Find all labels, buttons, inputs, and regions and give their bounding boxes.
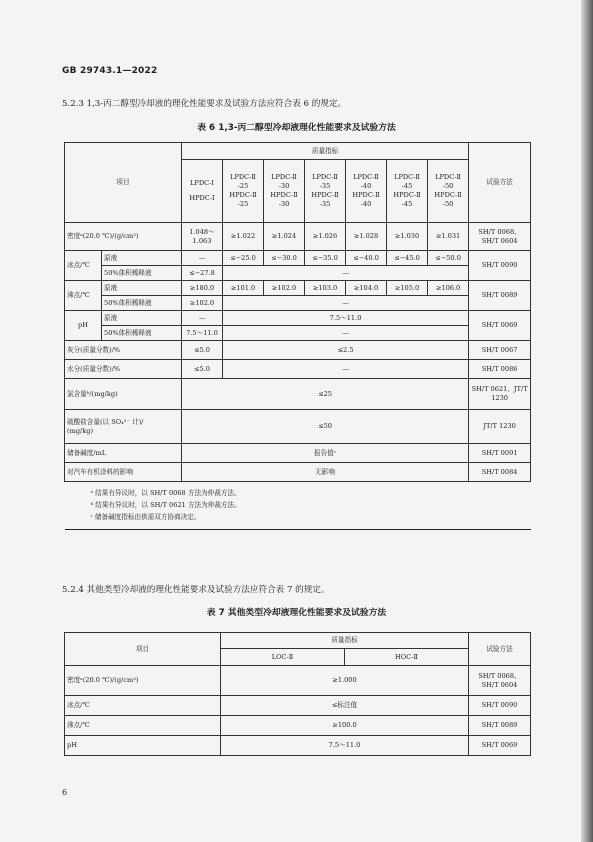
table-row — [65, 444, 531, 463]
cell-value: ≤标注值 — [221, 696, 469, 716]
sub-label: 原液 — [102, 251, 182, 266]
cell-method: SH/T 0621、JT/T 1230 — [469, 379, 531, 410]
cell-value: 无影响 — [182, 463, 469, 482]
cell-value: ≥1.031 — [428, 223, 469, 251]
cell-value: ≥103.0 — [305, 281, 346, 296]
table-notes — [65, 482, 531, 530]
sub-label: 原液 — [102, 281, 182, 296]
cell-method: SH/T 0089 — [469, 281, 531, 311]
table-row — [65, 379, 531, 410]
header-method: 试验方法 — [469, 633, 531, 666]
table-row — [65, 666, 531, 696]
table-row — [65, 223, 531, 251]
sub-label: 50%体积稀释液 — [102, 266, 182, 281]
cell-method: SH/T 0069 — [469, 311, 531, 341]
cell-value: ≥1.022 — [223, 223, 264, 251]
header-item: 项目 — [65, 143, 182, 223]
table-row — [65, 341, 531, 360]
header-item: 项目 — [65, 633, 221, 666]
row-label-freeze: 冰点/℃ — [65, 251, 102, 281]
table-row — [65, 716, 531, 736]
cell-method: SH/T 0067 — [469, 341, 531, 360]
row-label-chloride: 氯含量ᵇ/(mg/kg) — [65, 379, 182, 410]
table-row — [65, 251, 531, 266]
header-quality: 质量指标 — [221, 633, 469, 649]
cell-method: SH/T 0090 — [469, 251, 531, 281]
table-7 — [64, 632, 531, 756]
row-label-water: 水分(质量分数)/% — [65, 360, 182, 379]
cell-value: 7.5～11.0 — [221, 736, 469, 756]
cell-method: SH/T 0086 — [469, 360, 531, 379]
row-label: 冰点/℃ — [65, 696, 221, 716]
table-row — [65, 360, 531, 379]
cell-value: ≤−25.0 — [223, 251, 264, 266]
table-row — [65, 296, 531, 311]
cell-value: — — [182, 251, 223, 266]
grade-col-3: LPDC-Ⅱ -30 HPDC-Ⅱ -30 — [264, 160, 305, 223]
cell-method: SH/T 0069 — [469, 736, 531, 756]
table-row — [65, 463, 531, 482]
cell-method: JT/T 1230 — [469, 410, 531, 444]
cell-value: ≥104.0 — [346, 281, 387, 296]
row-label-sulfate: 硫酸盐含量(以 SO₄²⁻ 计)/ (mg/kg) — [65, 410, 182, 444]
cell-value: ≤−40.0 — [346, 251, 387, 266]
section-5-2-4: 5.2.4 其他类型冷却液的理化性能要求及试验方法应符合表 7 的规定。 — [62, 585, 330, 595]
cell-value: 1.048～1.063 — [182, 223, 223, 251]
grade-col-2: LPDC-Ⅱ -25 HPDC-Ⅱ -25 — [223, 160, 264, 223]
table-row — [65, 311, 531, 326]
cell-method: SH/T 0068、SH/T 0604 — [469, 666, 531, 696]
footnote-b: ᵇ 结果有异议时，以 SH/T 0621 方法为仲裁方法。 — [90, 501, 241, 510]
row-label-ash: 灰分(质量分数)/% — [65, 341, 182, 360]
table-6 — [64, 142, 531, 530]
cell-value: ≥102.0 — [182, 296, 223, 311]
table-row — [65, 410, 531, 444]
cell-method: SH/T 0090 — [469, 696, 531, 716]
cell-value: 7.5～11.0 — [182, 326, 223, 341]
cell-value: 报告值ᶜ — [182, 444, 469, 463]
cell-method: SH/T 0068、SH/T 0604 — [469, 223, 531, 251]
cell-value: ≥106.0 — [428, 281, 469, 296]
table-6-title: 表 6 1,3-丙二醇型冷却液理化性能要求及试验方法 — [197, 123, 396, 133]
row-label-density: 密度ᵃ(20.0 ℃)/(g/cm³) — [65, 223, 182, 251]
cell-value: ≤25 — [182, 379, 469, 410]
cell-value: ≥1.026 — [305, 223, 346, 251]
section-5-2-3: 5.2.3 1,3-丙二醇型冷却液的理化性能要求及试验方法应符合表 6 的规定。 — [62, 99, 347, 109]
cell-value: ≤5.0 — [182, 341, 223, 360]
cell-value: ≤50 — [182, 410, 469, 444]
cell-value: — — [223, 266, 469, 281]
grade-col-4: LPDC-Ⅱ -35 HPDC-Ⅱ -35 — [305, 160, 346, 223]
table-row — [65, 696, 531, 716]
grade-hoc: HOC-Ⅱ — [345, 649, 469, 666]
cell-value: ≥100.0 — [221, 716, 469, 736]
row-label: pH — [65, 736, 221, 756]
cell-value: ≥1.024 — [264, 223, 305, 251]
table-row — [65, 736, 531, 756]
cell-value: ≤−45.0 — [387, 251, 428, 266]
cell-value: ≤2.5 — [223, 341, 469, 360]
cell-value: ≤−35.0 — [305, 251, 346, 266]
sub-label: 50%体积稀释液 — [102, 296, 182, 311]
cell-value: — — [223, 360, 469, 379]
footnote-a: ᵃ 结果有异议时，以 SH/T 0068 方法为仲裁方法。 — [90, 489, 241, 498]
table-row — [65, 281, 531, 296]
row-label-paint: 对汽车有机涂料的影响 — [65, 463, 182, 482]
cell-value: ≥102.0 — [264, 281, 305, 296]
cell-value: ≤5.0 — [182, 360, 223, 379]
row-label: 密度ᵃ(20.0 ℃)/(g/cm³) — [65, 666, 221, 696]
cell-value: ≤−30.0 — [264, 251, 305, 266]
document-code: GB 29743.1—2022 — [62, 66, 158, 76]
row-label-ph: pH — [65, 311, 102, 341]
cell-value: ≥1.028 — [346, 223, 387, 251]
cell-method: SH/T 0091 — [469, 444, 531, 463]
cell-value: ≥1.000 — [221, 666, 469, 696]
grade-col-7: LPDC-Ⅱ -50 HPDC-Ⅱ -50 — [428, 160, 469, 223]
grade-col-6: LPDC-Ⅱ -45 HPDC-Ⅱ -45 — [387, 160, 428, 223]
table-7-title: 表 7 其他类型冷却液理化性能要求及试验方法 — [206, 608, 387, 618]
cell-value: — — [223, 326, 469, 341]
row-label-boil: 沸点/℃ — [65, 281, 102, 311]
sub-label: 原液 — [102, 311, 182, 326]
page-number: 6 — [62, 788, 68, 797]
grade-col-5: LPDC-Ⅱ -40 HPDC-Ⅱ -40 — [346, 160, 387, 223]
row-label: 沸点/℃ — [65, 716, 221, 736]
table-row — [65, 266, 531, 281]
table-row — [65, 326, 531, 341]
footnote-c: ᶜ 储备碱度指标由供需双方协商决定。 — [90, 512, 201, 521]
sub-label: 50%体积稀释液 — [102, 326, 182, 341]
grade-col-1: LPDC-Ⅰ HPDC-Ⅰ — [182, 160, 223, 223]
cell-value: ≤−27.8 — [182, 266, 223, 281]
cell-method: SH/T 0084 — [469, 463, 531, 482]
cell-value: ≥180.0 — [182, 281, 223, 296]
cell-method: SH/T 0089 — [469, 716, 531, 736]
cell-value: — — [182, 311, 223, 326]
header-method: 试验方法 — [469, 143, 531, 223]
header-quality: 质量指标 — [182, 143, 469, 160]
row-label-reserve: 储备碱度/mL — [65, 444, 182, 463]
grade-loc: LOC-Ⅱ — [221, 649, 345, 666]
cell-value: ≤−50.0 — [428, 251, 469, 266]
cell-value: ≥105.0 — [387, 281, 428, 296]
cell-value: ≥1.030 — [387, 223, 428, 251]
cell-value: 7.5～11.0 — [223, 311, 469, 326]
cell-value: ≥101.0 — [223, 281, 264, 296]
cell-value: — — [223, 296, 469, 311]
